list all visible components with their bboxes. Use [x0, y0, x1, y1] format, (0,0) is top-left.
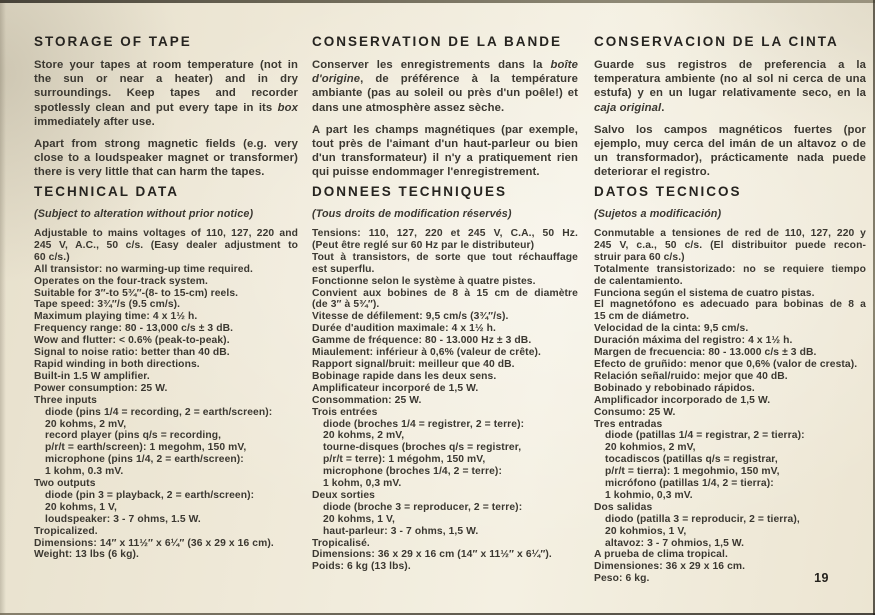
spec-line: Adjustable to mains voltages of 110, 127, 220 and — [34, 228, 298, 239]
spec-line: (de 3″ à 5¾″). — [312, 299, 380, 311]
spec-line: diodo (patilla 3 = reproducir, 2 = tierra), — [605, 513, 800, 525]
spec-line: Duración máxima del registro: 4 x 1½ h. — [594, 335, 793, 347]
spec-line: diode (pin 3 = playback, 2 = earth/screen): — [45, 489, 255, 501]
storage-column-spanish — [594, 34, 866, 188]
spec-line: Built-in 1.5 W amplifier. — [34, 370, 150, 382]
technical-subtitle-english: (Subject to alteration without prior notice) — [34, 208, 254, 220]
spec-line: Tensions: 110, 127, 220 et 245 V, C.A., 50 Hz. — [312, 228, 578, 239]
spec-line: Consommation: 25 W. — [312, 394, 422, 406]
spec-line: Suitable for 3″-to 5¾″-(8- to 15-cm) reels. — [34, 287, 239, 299]
spec-line: microphone (broches 1/4, 2 = terre): — [323, 466, 502, 478]
technical-subtitle-french: (Tous droits de modification réservés) — [312, 208, 512, 220]
spec-line: Frequency range: 80 - 13,000 c/s ± 3 dB. — [34, 323, 234, 335]
paragraph: Salvo los campos magnéticos fuertes (por ejemplo, muy cerca del imán de un altavoz o de un transformador), prácticamente nada puede deteriorar el registro. — [594, 123, 866, 179]
spec-line: Three inputs — [34, 394, 97, 406]
spec-line: All transistor: no warming-up time required. — [34, 263, 253, 275]
spec-line: micrófono (patillas 1/4, 2 = tierra): — [605, 478, 774, 490]
paragraph: Apart from strong magnetic fields (e.g. very close to a loudspeaker magnet or transformer) there is very little that can harm the tapes. — [34, 138, 298, 179]
section-title-technical-spanish: DATOS TECNICOS — [594, 184, 742, 199]
spec-line: p/r/t = earth/screen): 1 megohm, 150 mV, — [45, 442, 247, 454]
storage-column-english — [34, 34, 298, 188]
spec-line: struir para 60 c/s.) — [594, 251, 685, 263]
spec-line: (Peut être reglé sur 60 Hz par le distributeur) — [312, 239, 535, 251]
section-title-technical-french: DONNEES TECHNIQUES — [312, 184, 508, 199]
storage-paragraphs-spanish — [594, 58, 866, 180]
spec-line: haut-parleur: 3 - 7 ohms, 1,5 W. — [323, 525, 479, 537]
spec-line: Miaulement: inférieur à 0,6% (valeur de crête). — [312, 347, 542, 359]
spec-line: record player (pins q/s = recording, — [45, 430, 222, 442]
spec-line: 1 kohmio, 0,3 mV. — [605, 489, 693, 501]
spec-line: Margen de frecuencia: 80 - 13.000 c/s ± 3 dB. — [594, 347, 817, 359]
spec-line: Poids: 6 kg (13 lbs). — [312, 561, 411, 573]
section-title-storage-french: CONSERVATION DE LA BANDE — [312, 34, 563, 49]
spec-line: Amplificateur incorporé de 1,5 W. — [312, 382, 479, 394]
spec-line: Velocidad de la cinta: 9,5 cm/s. — [594, 323, 749, 335]
spec-line: Dimensions: 14″ x 11½″ x 6¼″ (36 x 29 x 16 cm). — [34, 537, 274, 549]
section-title-technical-english: TECHNICAL DATA — [34, 184, 179, 199]
spec-line: p/r/t = tierra): 1 megohmio, 150 mV, — [605, 466, 780, 478]
spec-line: Bobinage rapide dans les deux sens. — [312, 370, 497, 382]
section-title-storage-spanish: CONSERVACION DE LA CINTA — [594, 34, 839, 49]
spec-line: diode (broche 3 = reproducer, 2 = terre): — [323, 501, 523, 513]
technical-column-french — [312, 184, 578, 585]
spec-line: Tout à transistors, de sorte que tout réchauffage — [312, 251, 578, 263]
spec-line: Wow and flutter: < 0.6% (peak-to-peak). — [34, 335, 230, 347]
spec-line: Power consumption: 25 W. — [34, 382, 168, 394]
technical-section-row — [34, 184, 866, 585]
technical-specs-french — [312, 228, 578, 573]
spec-line: Two outputs — [34, 478, 96, 490]
spec-line: diode (broches 1/4 = registrer, 2 = terre): — [323, 418, 525, 430]
technical-subtitle-spanish: (Sujetos a modificación) — [594, 208, 722, 220]
spec-line: Maximum playing time: 4 x 1½ h. — [34, 311, 198, 323]
spec-line: Consumo: 25 W. — [594, 406, 676, 418]
spec-line: diode (pins 1/4 = recording, 2 = earth/screen): — [45, 406, 273, 418]
spec-line: Signal to noise ratio: better than 40 dB. — [34, 347, 230, 359]
spec-line: Durée d'audition maximale: 4 x 1½ h. — [312, 323, 497, 335]
spec-line: 60 c/s.) — [34, 251, 70, 263]
spec-line: Rapid winding in both directions. — [34, 358, 200, 370]
spec-line: Dos salidas — [594, 501, 653, 513]
spec-line: 1 kohm, 0.3 mV. — [45, 466, 124, 478]
technical-column-english — [34, 184, 298, 585]
spec-line: A prueba de clima tropical. — [594, 549, 728, 561]
spec-line: Weight: 13 lbs (6 kg). — [34, 549, 139, 561]
scan-edge-top — [0, 0, 875, 3]
spec-line: diode (patillas 1/4 = registrar, 2 = tierra): — [605, 430, 805, 442]
spec-line: 20 kohms, 1 V, — [323, 513, 395, 525]
spec-line: Tres entradas — [594, 418, 663, 430]
paragraph: Guarde sus registros de preferencia a la temperatura ambiente (no al sol ni cerca de una estufa) y en un lugar relativamente seco, en la caja original. — [594, 59, 866, 114]
spec-line: 15 cm de diámetro. — [594, 311, 690, 323]
spec-line: 20 kohms, 1 V, — [45, 501, 117, 513]
spec-line: est superflu. — [312, 263, 375, 275]
scan-edge-left — [0, 0, 6, 615]
spec-line: Tropicalisé. — [312, 537, 370, 549]
spec-line: 245 V, A.C., 50 c/s. (Easy dealer adjustment to — [34, 239, 298, 251]
spec-line: loudspeaker: 3 - 7 ohms, 1.5 W. — [45, 513, 201, 525]
spec-line: microphone (pins 1/4, 2 = earth/screen): — [45, 454, 244, 466]
storage-paragraphs-english — [34, 58, 298, 180]
spec-line: Tropicalized. — [34, 525, 98, 537]
technical-column-spanish — [594, 184, 866, 585]
spec-line: p/r/t = terre): 1 mégohm, 150 mV, — [323, 454, 486, 466]
spec-line: Bobinado y rebobinado rápidos. — [594, 382, 755, 394]
spec-line: Tape speed: 3¾″/s (9.5 cm/s). — [34, 299, 181, 311]
spec-line: Dimensiones: 36 x 29 x 16 cm. — [594, 561, 746, 573]
spec-line: altavoz: 3 - 7 ohmios, 1,5 W. — [605, 537, 745, 549]
spec-line: Relación señal/ruido: mejor que 40 dB. — [594, 370, 788, 382]
spec-line: Gamme de fréquence: 80 - 13.000 Hz ± 3 dB. — [312, 335, 532, 347]
spec-line: Fonctionne selon le système à quatre pistes. — [312, 275, 536, 287]
section-title-storage-english: STORAGE OF TAPE — [34, 34, 192, 49]
spec-line: Rapport signal/bruit: meilleur que 40 dB. — [312, 358, 515, 370]
spec-line: Convient aux bobines de 8 à 15 cm de diamètre — [312, 287, 578, 299]
spec-line: de calentamiento. — [594, 275, 683, 287]
spec-line: Amplificador incorporado de 1,5 W. — [594, 394, 771, 406]
spec-line: 20 kohms, 2 mV, — [323, 430, 405, 442]
spec-line: tocadiscos (patillas q/s = registrar, — [605, 454, 778, 466]
spec-line: El magnetófono es adecuado para bobinas de 8 a — [594, 299, 866, 311]
spec-line: 245 V, c.a., 50 c/s. (El distribuitor puede recon- — [594, 239, 866, 251]
technical-specs-english — [34, 228, 298, 561]
storage-section-row — [34, 34, 866, 188]
technical-specs-spanish — [594, 228, 866, 585]
spec-line: 1 kohm, 0,3 mV. — [323, 478, 402, 490]
page-number: 19 — [814, 571, 829, 585]
spec-line: 20 kohms, 2 mV, — [45, 418, 127, 430]
spec-line: Peso: 6 kg. — [594, 573, 650, 585]
spec-line: Vitesse de défilement: 9,5 cm/s (3¾″/s). — [312, 311, 509, 323]
spec-line: Deux sorties — [312, 489, 376, 501]
spec-line: Conmutable a tensiones de red de 110, 127, 220 y — [594, 228, 866, 239]
spec-line: Efecto de gruñido: menor que 0,6% (valor de cresta). — [594, 358, 858, 370]
spec-line: Funciona según el sistema de cuatro pistas. — [594, 287, 815, 299]
spec-line: 20 kohmios, 1 V, — [605, 525, 687, 537]
storage-column-french — [312, 34, 578, 188]
spec-line: Operates on the four-track system. — [34, 275, 208, 287]
spec-line: tourne-disques (broches q/s = registrer, — [323, 442, 522, 454]
spec-line: Totalmente transistorizado: no se requiere tiempo — [594, 263, 866, 275]
spec-line: Dimensions: 36 x 29 x 16 cm (14″ x 11½″ x 6¼″). — [312, 549, 552, 561]
paragraph: Conserver les enregistrements dans la boîte d'origine, de préférence à la température ambiante (pas au soleil ou près d'un poêle!) et dans une atmosphère assez sèche. — [312, 59, 578, 114]
spec-line: 20 kohmios, 2 mV, — [605, 442, 696, 454]
paragraph: Store your tapes at room temperature (not in the sun or near a heater) and in dry surroundings. Keep tapes and recorder spotlessly clean and put every tape in its box immediately after use. — [34, 59, 298, 128]
paragraph: A part les champs magnétiques (par exemple, tout près de l'aimant d'un haut-parleur ou bien d'un transformateur) il n'y a pratiquement rien qui puisse endommager l'enregistrement. — [312, 123, 578, 179]
storage-paragraphs-french — [312, 58, 578, 180]
spec-line: Trois entrées — [312, 406, 378, 418]
